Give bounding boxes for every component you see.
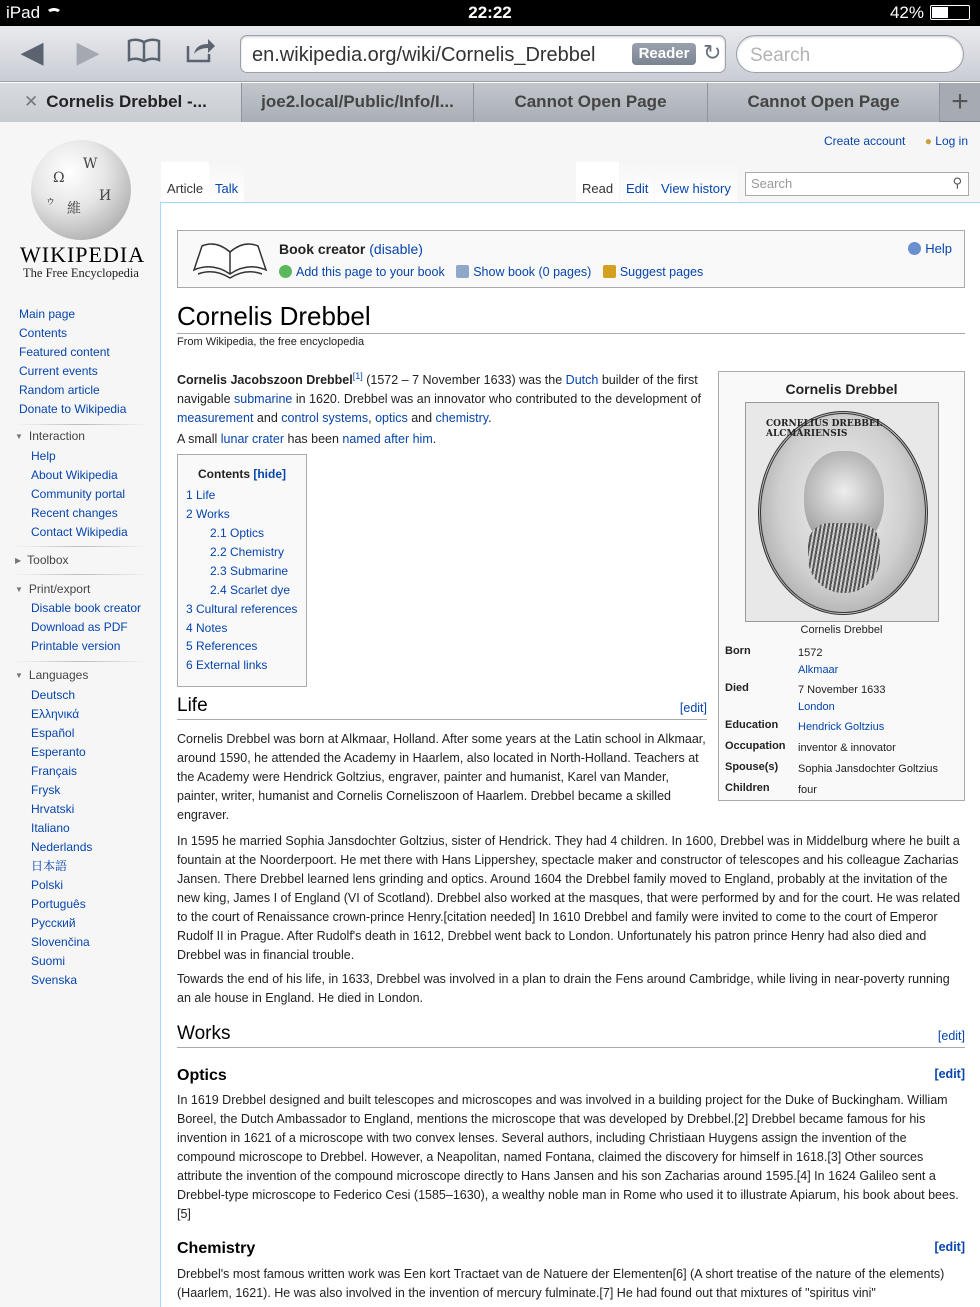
- book-disable-link[interactable]: (disable): [369, 241, 423, 257]
- nav-featured-content[interactable]: Featured content: [19, 345, 110, 359]
- dutch-link[interactable]: Dutch: [565, 373, 599, 388]
- expanded-triangle-icon: ▼: [15, 671, 23, 680]
- portrait-caption: Cornelis Drebbel: [800, 624, 883, 636]
- address-bar[interactable]: [240, 35, 726, 73]
- close-tab-icon[interactable]: ✕: [24, 92, 39, 111]
- nav-random-article[interactable]: Random article: [19, 383, 100, 397]
- page-title: Cornelis Drebbel: [177, 301, 965, 334]
- submarine-link[interactable]: submarine: [234, 392, 293, 407]
- bookmarks-icon[interactable]: [124, 36, 164, 70]
- logo-wordmark: WIKIPEDIA: [20, 242, 146, 267]
- lang-link[interactable]: Ελληνικά: [31, 707, 80, 721]
- toc-item[interactable]: 4 Notes: [186, 621, 228, 635]
- edit-section-link[interactable]: [edit]: [937, 1029, 965, 1043]
- expanded-triangle-icon: ▼: [15, 432, 23, 441]
- toc-item[interactable]: 6 External links: [186, 658, 268, 672]
- nav-donate[interactable]: Donate to Wikipedia: [19, 402, 127, 416]
- nav-interaction-heading[interactable]: ▼ Interaction: [15, 429, 85, 443]
- reader-button[interactable]: Reader: [632, 43, 696, 65]
- life-paragraph-2: In 1595 he married Sophia Jansdochter Goltzius, sister of Hendrick. They had 4 children. In 1600, Drebbel was in Middelburg where he built a fountain at the Noorderpoort. He met there with Hans Lippershey, spectacle maker and constructor of telescopes and his colleague Zacharias Jansen. There Drebbel learned lens grinding and optics. Around 1604 the Drebbel family moved to England, probably at the invitation of the new king, James I of England (VI of Scotland). Drebbel also worked at the masques, that were performed by and for the court. He was related to the court of Renaissance crown-prince Henry.[citation needed] In 1610 Drebbel and family were invited to come to the court of Emperor Rudolf II in Prague. After Rudolf's death in 1612, Drebbel went back to London. Unfortunately his patron prince Henry had also died and Drebbel was in financial trouble.: [177, 834, 961, 962]
- collapsed-triangle-icon: ▶: [15, 556, 22, 565]
- lang-link[interactable]: Español: [31, 726, 75, 740]
- search-icon[interactable]: ⚲: [952, 175, 962, 190]
- chemistry-paragraph: Drebbel's most famous written work was Een kort Tractaet van de Natuere der Elementen[6] (A short treatise of the nature of the elements) (Haarlem, 1621). He was also involved in the invention of mercury fulminate.[7] He had found out that mixtures of "spiritus vini": [177, 1267, 945, 1300]
- lang-link[interactable]: Italiano: [31, 821, 70, 835]
- battery-percent: 42%: [889, 3, 924, 22]
- section-heading-works: Works [edit]: [177, 1023, 965, 1048]
- lang-link[interactable]: Français: [31, 764, 78, 778]
- lang-link[interactable]: Polski: [31, 878, 64, 892]
- personal-tools: [824, 134, 968, 148]
- infobox-title: Cornelis Drebbel: [785, 381, 898, 397]
- named-after-link[interactable]: named after him: [342, 432, 433, 446]
- tab-view-history[interactable]: View history: [655, 162, 737, 203]
- nav-main-page[interactable]: Main page: [19, 307, 76, 321]
- lang-link[interactable]: Nederlands: [31, 840, 93, 854]
- share-icon[interactable]: [180, 36, 220, 70]
- clock: 22:22: [468, 3, 512, 22]
- chemistry-link[interactable]: chemistry: [435, 411, 489, 426]
- nav-print-heading[interactable]: ▼ Print/export: [15, 582, 91, 596]
- user-icon: ●: [924, 134, 932, 148]
- toc-item[interactable]: 1 Life: [186, 488, 216, 502]
- toc-item[interactable]: 3 Cultural references: [186, 602, 298, 616]
- nav-recent-changes[interactable]: Recent changes: [31, 506, 118, 520]
- section-heading-optics: Optics [edit]: [177, 1067, 965, 1084]
- toc-item[interactable]: 2.3 Submarine: [210, 564, 289, 578]
- nav-divider: [15, 661, 148, 662]
- browser-search-input[interactable]: Search: [736, 35, 964, 73]
- nav-languages: [31, 686, 92, 990]
- edit-section-link[interactable]: [edit]: [934, 1067, 965, 1081]
- lang-link[interactable]: Esperanto: [31, 745, 86, 759]
- toc-item[interactable]: 2 Works: [186, 507, 230, 521]
- measurement-link[interactable]: measurement: [177, 411, 254, 426]
- add-to-book-link[interactable]: Add this page to your book: [296, 265, 445, 279]
- nav-help[interactable]: Help: [31, 449, 56, 463]
- create-account-link[interactable]: Create account: [823, 134, 906, 148]
- tab-read[interactable]: Read: [576, 162, 619, 203]
- tab-cannot-open-2[interactable]: Cannot Open Page: [708, 83, 940, 122]
- forward-icon[interactable]: ▶: [76, 36, 100, 69]
- table-of-contents: [177, 454, 307, 687]
- lang-link[interactable]: 日本語: [31, 859, 68, 873]
- lang-link[interactable]: Frysk: [31, 783, 61, 797]
- open-book-icon: [192, 240, 268, 280]
- nav-divider: [15, 574, 148, 575]
- wand-icon: [603, 265, 616, 278]
- url-text: en.wikipedia.org/wiki/Cornelis_Drebbel: [252, 44, 596, 66]
- nav-printable-version[interactable]: Printable version: [31, 639, 121, 653]
- control-systems-link[interactable]: control systems: [281, 411, 369, 426]
- section-heading-life: Life [edit]: [177, 695, 707, 720]
- toc-item[interactable]: 2.4 Scarlet dye: [210, 583, 291, 597]
- infobox: Cornelis Drebbel CORNELIUS DREBBEL ALCMARIENSIS Cornelis Drebbel Born 1572 Alkmaar Died 7 November 1633 London Education Hendrick Goltzius Occupation inventor & innovator Spouse(s) Sophia Jansdochter Goltzius Children four: [718, 371, 965, 801]
- nav-contents[interactable]: Contents: [19, 326, 68, 340]
- nav-main: [19, 305, 126, 419]
- lunar-crater-link[interactable]: lunar crater: [220, 432, 285, 446]
- portrait-image[interactable]: [745, 402, 939, 622]
- expanded-triangle-icon: ▼: [15, 585, 23, 594]
- reload-icon[interactable]: ↻: [703, 40, 722, 65]
- nav-contact[interactable]: Contact Wikipedia: [31, 525, 128, 539]
- browser-tab-bar: [0, 83, 980, 122]
- optics-paragraph: In 1619 Drebbel designed and built telescopes and microscopes and was involved in a building project for the Duke of Buckingham. William Boreel, the Dutch Ambassador to England, mentions the microscope that was developed by Drebbel.[2] Drebbel became famous for his invention in 1621 of a microscope with two convex lenses. Several authors, including Christiaan Huygens assign the invention of the compound microscope to Drebbel. However, a Neapolitan, named Fontana, claimed the discovery for himself in 1618.[3] Other sources attribute the invention of the compound microscope directly to Hans Jansen and his son Zacharias around 1595.[4] In 1624 Galileo sent a Drebbel-type microscope to Federico Cesi (1585–1630), a wealthy noble man in Rome who used it to illustrate Apiarum, his book about bees.[5]: [177, 1093, 959, 1221]
- life-paragraph-1: Cornelis Drebbel was born at Alkmaar, Holland. After some years at the Latin school in Alkmaar, around 1590, he attended the Academy in Haarlem, also located in North-Holland. Teachers at the Academy were Hendrick Goltzius, engraver, painter and humanist, Karel van Mander, painter, writer, humanist and Cornelis Corneliszoon of Haarlem. Drebbel became a skilled engraver.: [177, 732, 706, 822]
- book-help-link[interactable]: Help: [925, 241, 952, 256]
- toc-hide-link[interactable]: [hide]: [253, 467, 287, 481]
- portrait-inscription: CORNELIUS DREBBEL ALCMARIENSIS: [766, 419, 883, 439]
- nav-download-pdf[interactable]: Download as PDF: [31, 620, 128, 634]
- book-icon: [456, 265, 469, 278]
- lang-link[interactable]: Deutsch: [31, 688, 76, 702]
- toc-item[interactable]: 5 References: [186, 639, 258, 653]
- article-content: [160, 202, 980, 1307]
- edit-section-link[interactable]: [edit]: [679, 701, 707, 715]
- london-link[interactable]: London: [798, 701, 835, 713]
- nav-toolbox-heading[interactable]: ▶ Toolbox: [15, 553, 69, 567]
- lang-link[interactable]: Slovenčina: [31, 935, 90, 949]
- lang-link[interactable]: Русский: [31, 916, 76, 930]
- toc-item[interactable]: 2.1 Optics: [210, 526, 265, 540]
- toc-title: Contents: [198, 467, 250, 481]
- goltzius-link[interactable]: Hendrick Goltzius: [798, 721, 885, 733]
- nav-print: [31, 599, 141, 656]
- toc-item[interactable]: 2.2 Chemistry: [210, 545, 285, 559]
- device-name: iPad: [6, 3, 41, 22]
- wikipedia-logo[interactable]: [20, 134, 146, 280]
- login-link[interactable]: Log in: [935, 134, 968, 148]
- add-icon: [279, 265, 292, 278]
- logo-tagline: The Free Encyclopedia: [23, 266, 139, 280]
- web-page: [0, 122, 980, 1307]
- nav-community-portal[interactable]: Community portal: [31, 487, 126, 501]
- tab-joe2-local[interactable]: joe2.local/Public/Info/I...: [242, 83, 474, 122]
- nav-current-events[interactable]: Current events: [19, 364, 98, 378]
- tab-cannot-open-1[interactable]: Cannot Open Page: [474, 83, 708, 122]
- tab-cornelis-drebbel[interactable]: ✕ Cornelis Drebbel -...: [0, 83, 242, 122]
- intro-paragraph: Cornelis Jacobszoon Drebbel[1] (1572 – 7 November 1633) was the Dutch builder of the first navigable submarine in 1620. Drebbel was an innovator who contributed to the development of measurement and control systems, optics and chemistry.: [177, 371, 702, 426]
- show-book-link[interactable]: Show book (0 pages): [473, 265, 592, 279]
- nav-languages-heading[interactable]: ▼ Languages: [15, 668, 89, 682]
- lang-link[interactable]: Hrvatski: [31, 802, 75, 816]
- back-icon[interactable]: ◀: [20, 36, 44, 69]
- nav-divider: [15, 424, 148, 425]
- alkmaar-link[interactable]: Alkmaar: [798, 664, 839, 676]
- browser-toolbar: [0, 26, 980, 82]
- ref-link[interactable]: [1]: [352, 371, 363, 381]
- nav-disable-book-creator[interactable]: Disable book creator: [31, 601, 142, 615]
- status-bar: [0, 0, 980, 26]
- nav-about[interactable]: About Wikipedia: [31, 468, 118, 482]
- battery-icon: [930, 5, 970, 20]
- lang-link[interactable]: Suomi: [31, 954, 66, 968]
- book-creator-title: Book creator: [279, 241, 366, 257]
- suggest-pages-link[interactable]: Suggest pages: [619, 265, 704, 279]
- nav-interaction: [31, 447, 128, 542]
- edit-section-link[interactable]: [edit]: [934, 1240, 965, 1254]
- globe-icon: Ω W 維 И ゥ: [31, 140, 131, 240]
- tab-talk[interactable]: Talk: [209, 162, 244, 203]
- tab-edit[interactable]: Edit: [620, 162, 654, 203]
- lang-link[interactable]: Português: [31, 897, 86, 911]
- section-heading-chemistry: Chemistry [edit]: [177, 1240, 965, 1257]
- crater-paragraph: A small lunar crater has been named after him.: [177, 432, 437, 446]
- life-paragraph-3: Towards the end of his life, in 1633, Drebbel was involved in a plan to drain the Fens around Cambridge, while living in near-poverty running an ale house in England. He died in London.: [177, 972, 950, 1005]
- tab-article[interactable]: Article: [161, 162, 209, 203]
- optics-link[interactable]: optics: [375, 411, 408, 426]
- book-creator-box: [177, 230, 965, 288]
- site-subtitle: From Wikipedia, the free encyclopedia: [177, 336, 365, 348]
- new-tab-button[interactable]: +: [951, 85, 969, 118]
- lang-link[interactable]: Svenska: [31, 973, 78, 987]
- help-icon: [908, 242, 921, 255]
- wiki-search-input[interactable]: Search ⚲: [745, 172, 969, 196]
- nav-divider: [15, 546, 148, 547]
